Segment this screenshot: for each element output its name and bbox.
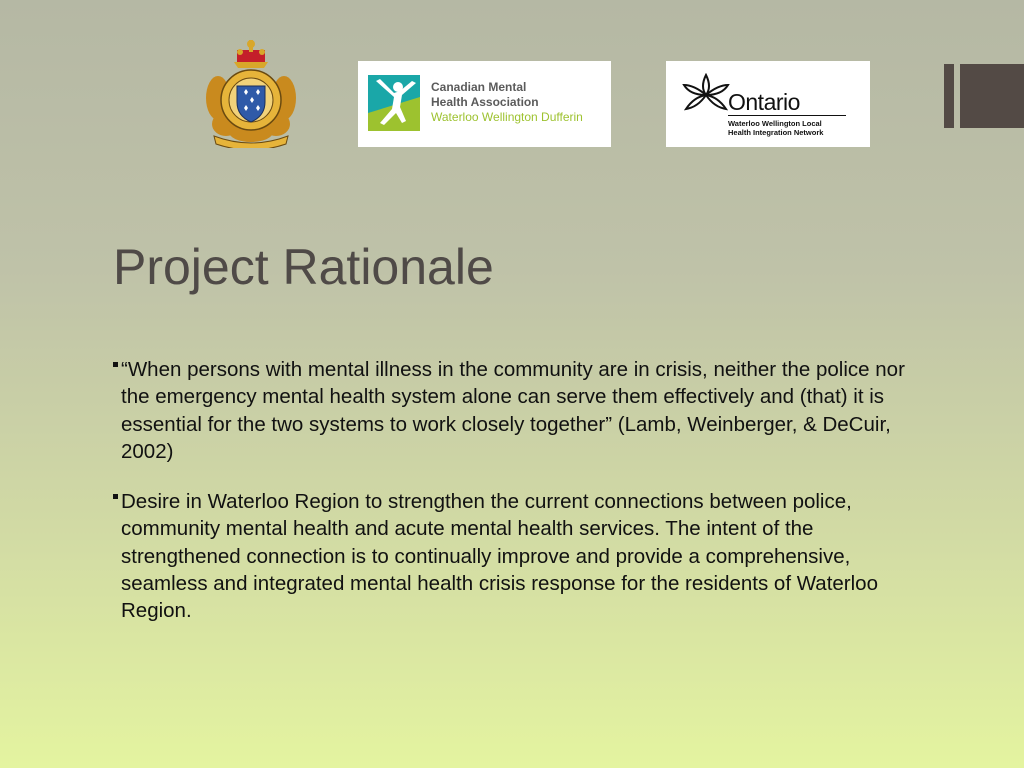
- cmha-logo: [358, 61, 611, 147]
- cmha-text: [431, 80, 583, 125]
- slide-title: Project Rationale: [113, 239, 494, 295]
- ontario-wordmark: Ontario: [728, 89, 846, 116]
- bullet-text: “When persons with mental illness in the community are in crisis, neither the police nor the emergency mental health system alone can serve them effectively and (that) it is essential for the two systems to work closely together” (Lamb, Weinberger, & DeCuir, 2002): [121, 358, 905, 463]
- police-crest-logo: [204, 36, 298, 148]
- accent-bar-wide: [960, 64, 1024, 128]
- square-bullet-icon: [113, 494, 118, 499]
- cmha-line-3: Waterloo Wellington Dufferin: [431, 110, 583, 124]
- accent-bar-thin: [944, 64, 954, 128]
- cmha-figure-icon: [368, 75, 420, 133]
- ontario-lhin-logo: [666, 61, 870, 147]
- bullet-item: [113, 488, 913, 624]
- trillium-icon: [682, 73, 730, 113]
- decorative-corner-bars: [944, 64, 1024, 128]
- bullet-item: [113, 356, 913, 465]
- cmha-line-1: Canadian Mental: [431, 80, 527, 94]
- square-bullet-icon: [113, 362, 118, 367]
- bullet-list: [113, 356, 913, 648]
- ontario-lhin-subtitle: [728, 119, 823, 137]
- ontario-sub-line-2: Health Integration Network: [728, 128, 824, 137]
- ontario-sub-line-1: Waterloo Wellington Local: [728, 119, 822, 128]
- cmha-line-2: Health Association: [431, 95, 539, 109]
- bullet-text: Desire in Waterloo Region to strengthen the current connections between police, community mental health and acute mental health services. The intent of the strengthened connection is to continually improve and provide a comprehensive, seamless and integrated mental health crisis response for the residents of Waterloo Region.: [121, 490, 878, 623]
